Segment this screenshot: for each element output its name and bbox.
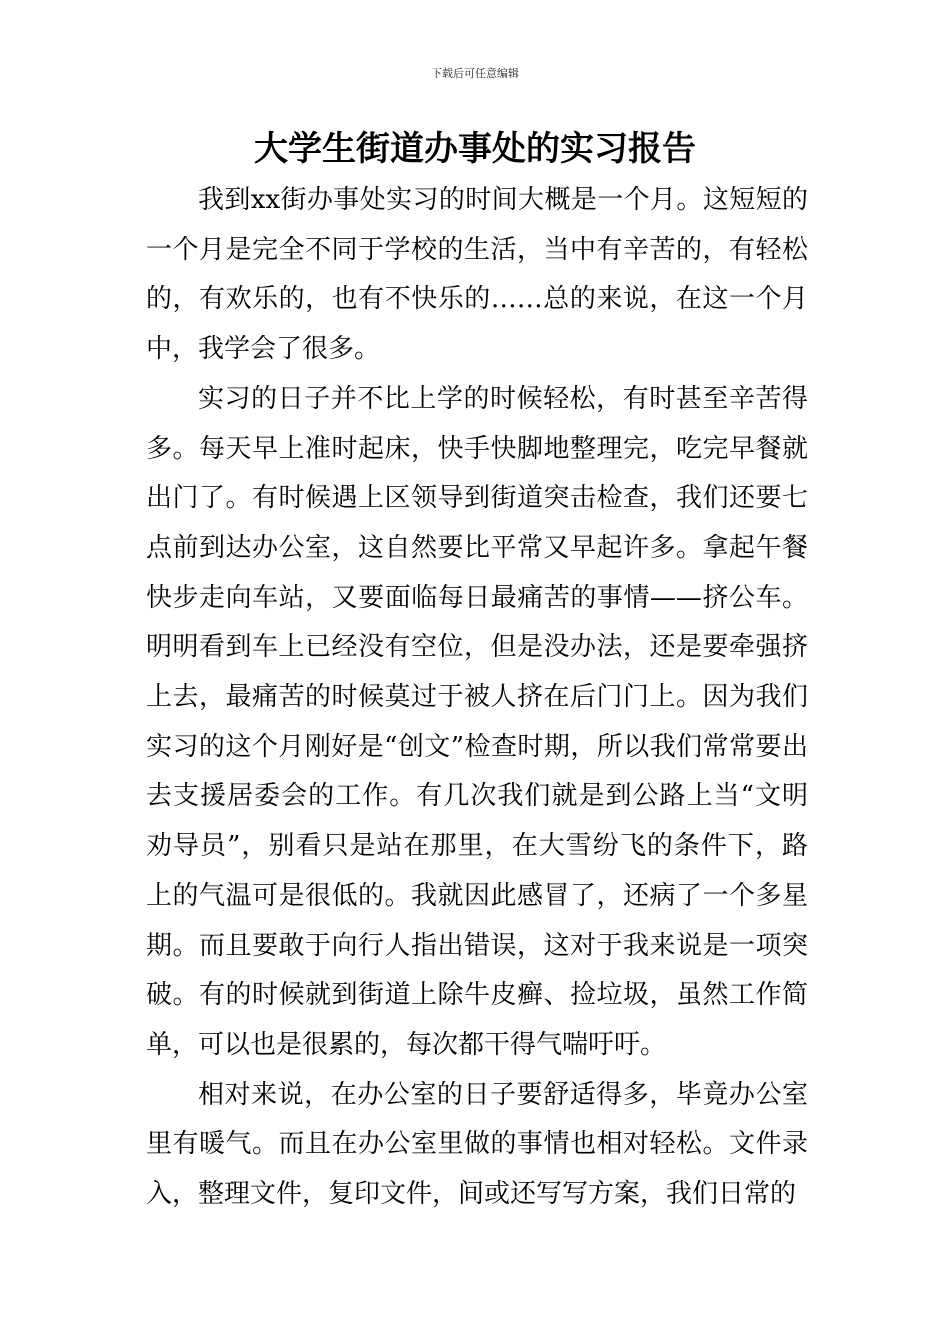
paragraph-2: 实习的日子并不比上学的时候轻松，有时甚至辛苦得多。每天早上准时起床，快手快脚地整理完，吃完早餐就出门了。有时候遇上区领导到街道突击检查，我们还要七点前到达办公室，这自然要比平常又早起许多。拿起午餐快步走向车站，又要面临每日最痛苦的事情——挤公车。明明看到车上已经没有空位，但是没办法，还是要牵强挤上去，最痛苦的时候莫过于被人挤在后门门上。因为我们实习的这个月刚好是“创文”检查时期，所以我们常常要出去支援居委会的工作。有几次我们就是到公路上当“文明劝导员”，别看只是站在那里，在大雪纷飞的条件下，路上的气温可是很低的。我就因此感冒了，还病了一个多星期。而且要敢于向行人指出错误，这对于我来说是一项突破。有的时候就到街道上除牛皮癣、捡垃圾，虽然工作简单，可以也是很累的，每次都干得气喘吁吁。: [146, 383, 808, 1060]
document-body: [146, 176, 808, 1220]
header-note: 下载后可任意编辑: [431, 67, 519, 80]
paragraph-3: 相对来说，在办公室的日子要舒适得多，毕竟办公室里有暖气。而且在办公室里做的事情也相对轻松。文件录入，整理文件，复印文件，间或还写写方案，我们日常的: [146, 1079, 808, 1210]
paragraph-1: 我到xx街办事处实习的时间大概是一个月。这短短的一个月是完全不同于学校的生活，当中有辛苦的，有轻松的，有欢乐的，也有不快乐的……总的来说，在这一个月中，我学会了很多。: [146, 185, 808, 365]
document-title: 大学生街道办事处的实习报告: [254, 129, 696, 169]
